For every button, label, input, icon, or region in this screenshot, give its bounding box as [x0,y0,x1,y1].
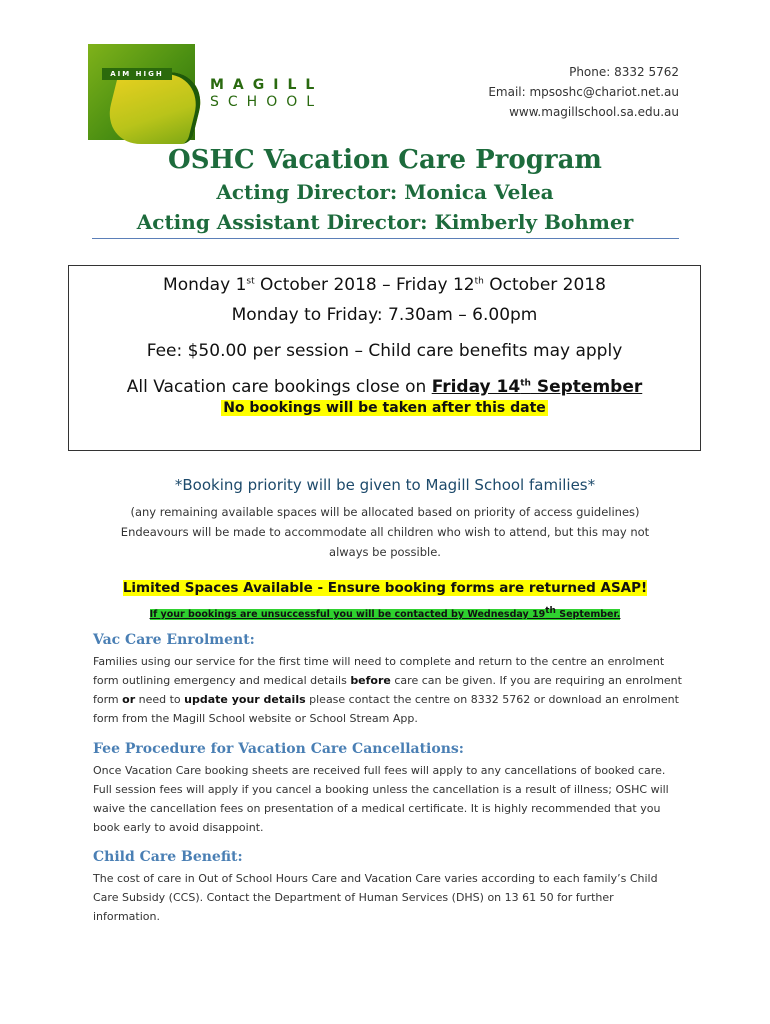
enrolment-text: Families using our service for the first time will need to complete and return to the centre an enrolment form outlining emergency and medical details before care can be given. If you are requiring an enrolment form or need to update your details please contact the centre on 8332 5762 or download an enrolment form from the Magill School website or School Stream App. [93,655,682,725]
no-bookings-notice: No bookings will be taken after this date [223,400,546,416]
priority-details: (any remaining available spaces will be allocated based on priority of access guidelines) Endeavours will be made to accommodate all children who wish to attend, but this may not always be possible. [120,505,650,559]
school-name [210,77,323,111]
session-fee: Fee: $50.00 per session – Child care benefits may apply [146,341,623,361]
acting-assistant-director: Acting Assistant Director: Kimberly Bohmer [136,210,634,234]
bookings-close: All Vacation care bookings close on Friday 14th September [126,377,643,397]
enrolment-heading: Vac Care Enrolment: [93,632,255,648]
fee-procedure-text: Once Vacation Care booking sheets are received full fees will apply to any cancellations of booked care. Full session fees will apply if you cancel a booking unless the cancellation is a result of illness; OSHC will waive the cancellation fees on presentation of a medical certificate. It is highly recommended that you book early to avoid disappoint. [93,764,669,834]
logo-badge-text: AIM HIGH [102,68,172,80]
opening-hours: Monday to Friday: 7.30am – 6.00pm [231,305,538,325]
page-header [0,143,770,237]
contact-email[interactable]: Email: mpsoshc@chariot.net.au [488,85,679,99]
school-name-line2: SCHOOL [210,94,324,110]
contact-phone: Phone: 8332 5762 [569,65,679,79]
child-care-benefit-text: The cost of care in Out of School Hours Care and Vacation Care varies according to each family’s Child Care Subsidy (CCS). Contact the Department of Human Services (DHS) on 13 61 50 for further information. [93,872,658,923]
program-dates-box [68,265,701,451]
date-range: Monday 1st October 2018 – Friday 12th October 2018 [163,275,606,295]
acting-director: Acting Director: Monica Velea [216,180,554,204]
contact-block [488,62,679,122]
page-title: OSHC Vacation Care Program [168,145,602,175]
child-care-benefit-heading: Child Care Benefit: [93,849,243,865]
school-name-line1: MAGILL [210,77,324,93]
fee-procedure-heading: Fee Procedure for Vacation Care Cancellations: [93,741,464,757]
booking-priority: *Booking priority will be given to Magill School families* [174,476,596,494]
header-divider [92,238,679,239]
contact-website[interactable]: www.magillschool.sa.edu.au [509,105,679,119]
school-logo [88,44,195,140]
limited-spaces-notice: Limited Spaces Available - Ensure booking forms are returned ASAP! [122,580,648,596]
contact-date-notice: If your bookings are unsuccessful you will be contacted by Wednesday 19th September. [149,605,621,620]
logo-swoosh [101,72,209,144]
